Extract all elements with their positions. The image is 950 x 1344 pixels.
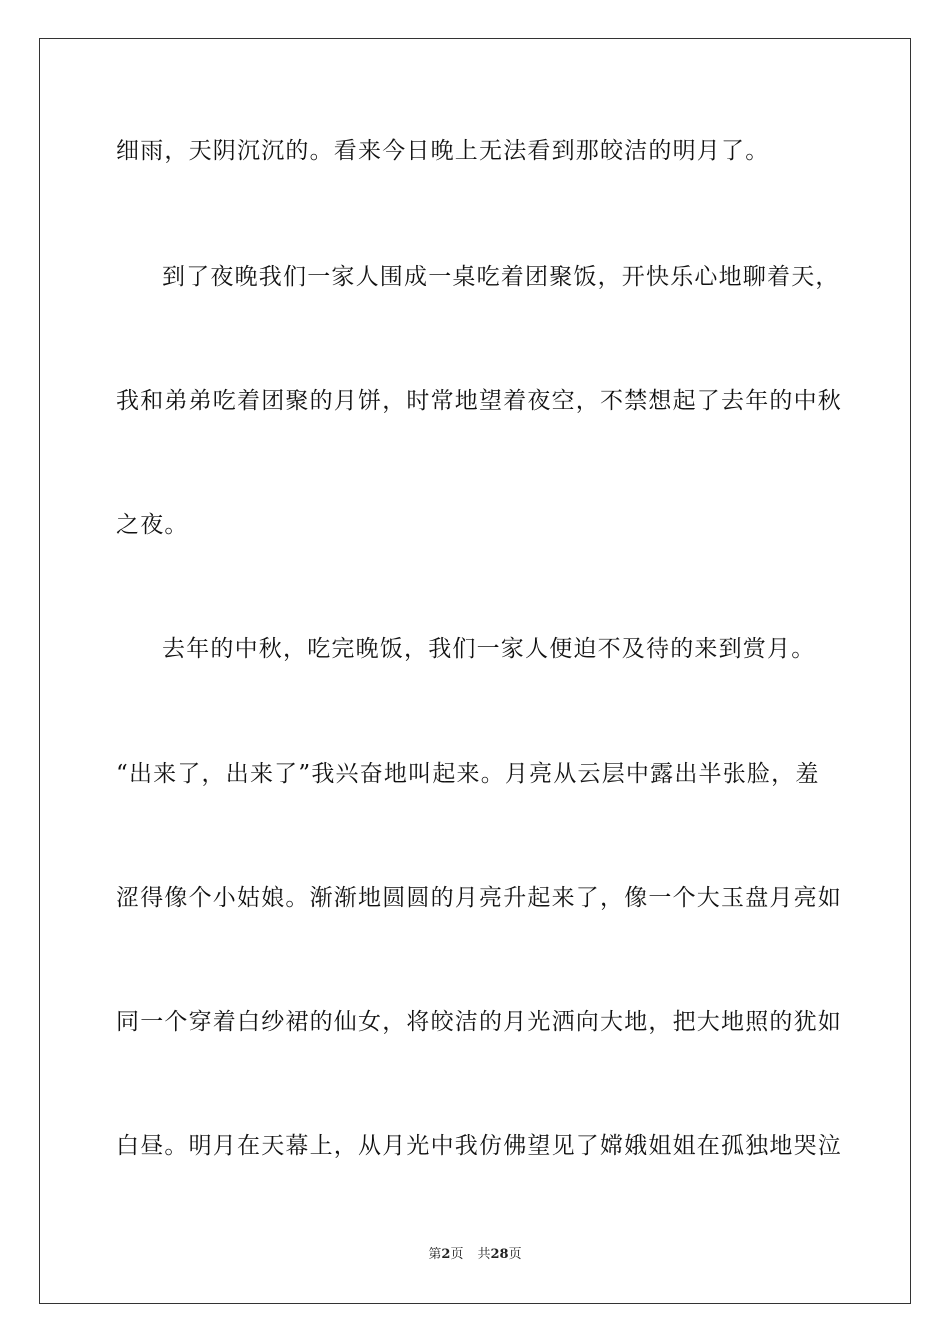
text-line-5: 去年的中秋，吃完晚饭，我们一家人便迫不及待的来到赏月。 xyxy=(162,636,816,662)
text-line-2: 到了夜晚我们一家人围成一桌吃着团聚饭，开快乐心地聊着天， xyxy=(162,264,840,290)
total-pages: 28 xyxy=(490,1247,509,1262)
text-line-1: 细雨，天阴沉沉的。看来今日晚上无法看到那皎洁的明月了。 xyxy=(116,138,770,164)
text-line-7: 涩得像个小姑娘。渐渐地圆圆的月亮升起来了，像一个大玉盘月亮如 xyxy=(116,885,842,911)
text-line-3: 我和弟弟吃着团聚的月饼，时常地望着夜空，不禁想起了去年的中秋 xyxy=(116,388,842,414)
page-footer xyxy=(0,1246,950,1264)
page-frame xyxy=(39,38,911,1304)
total-prefix: 共 xyxy=(477,1247,491,1262)
page-prefix: 第 xyxy=(428,1247,442,1262)
page-number: 2 xyxy=(441,1247,451,1262)
text-line-6: “出来了，出来了”我兴奋地叫起来。月亮从云层中露出半张脸，羞 xyxy=(116,761,820,787)
page-suffix: 页 xyxy=(450,1247,464,1262)
text-line-4: 之夜。 xyxy=(116,512,189,538)
text-line-8: 同一个穿着白纱裙的仙女，将皎洁的月光洒向大地，把大地照的犹如 xyxy=(116,1009,842,1035)
text-line-9: 白昼。明月在天幕上，从月光中我仿佛望见了嫦娥姐姐在孤独地哭泣 xyxy=(116,1133,842,1159)
total-suffix: 页 xyxy=(508,1247,522,1262)
